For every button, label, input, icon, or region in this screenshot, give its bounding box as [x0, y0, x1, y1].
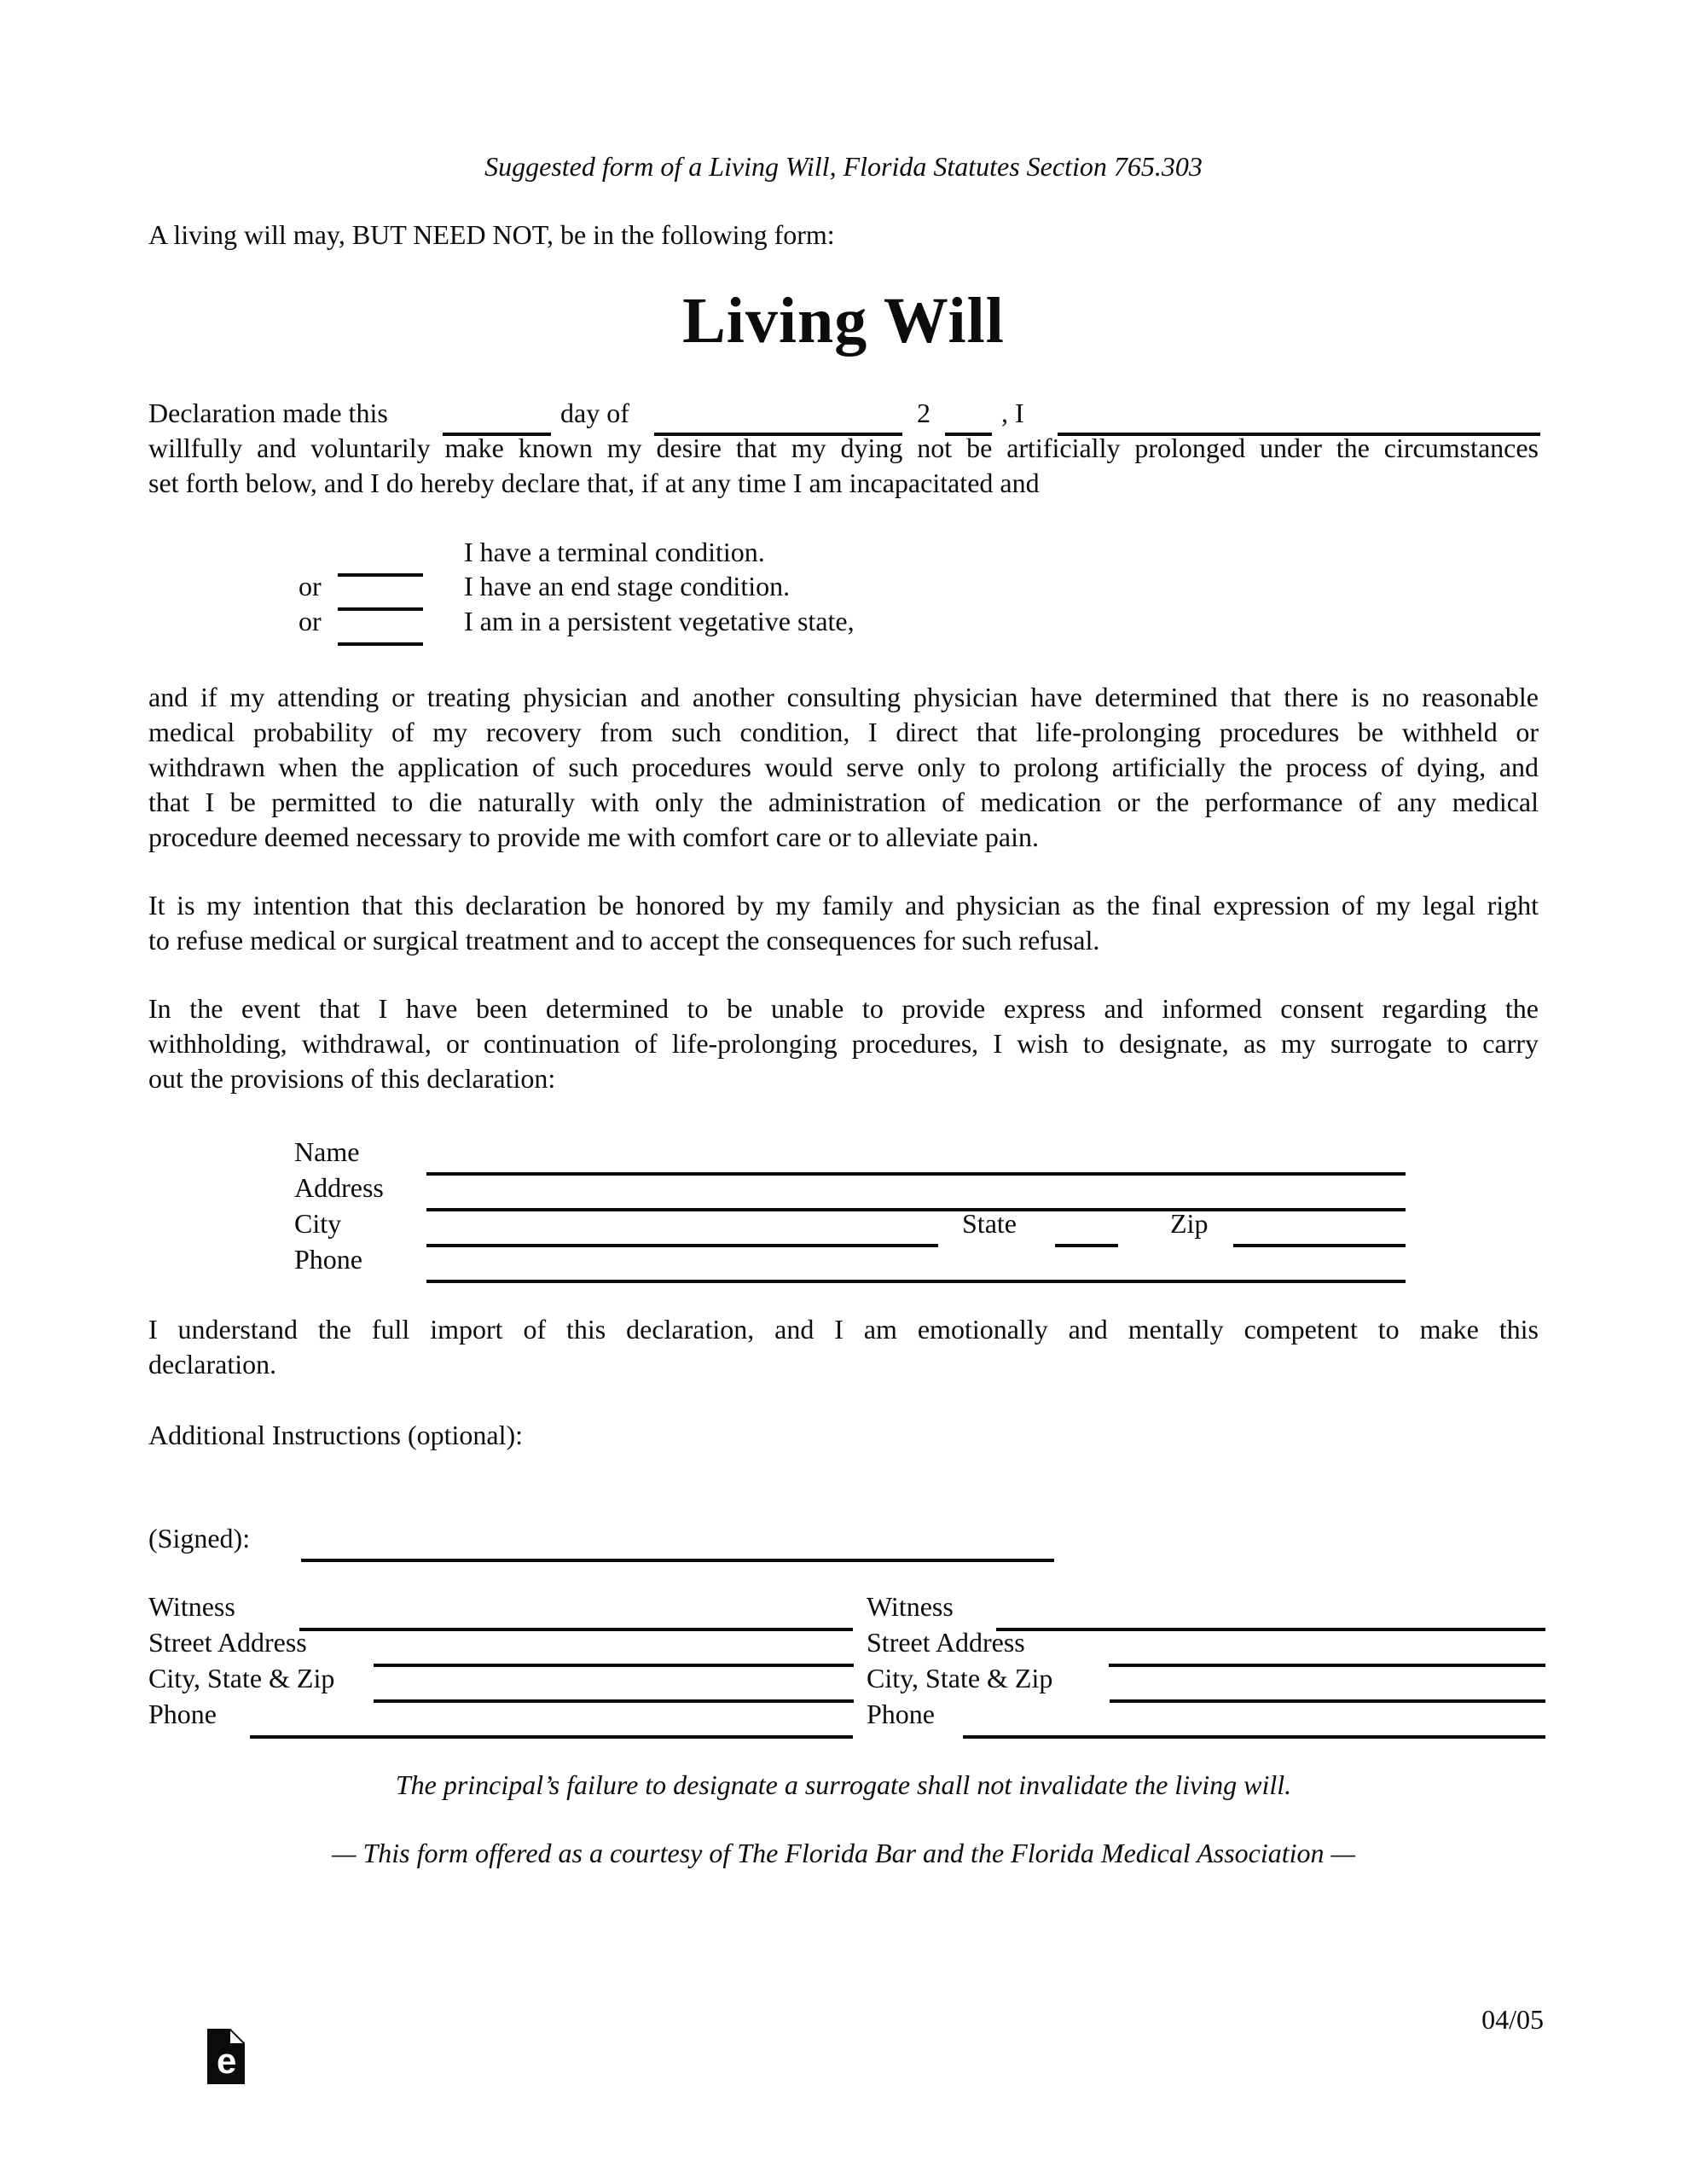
surrogate-paragraph-line: out the provisions of this declaration:	[148, 1063, 556, 1094]
witness1-label: Witness	[148, 1591, 235, 1622]
or-label: or	[299, 571, 322, 601]
surrogate-name-line[interactable]	[426, 1172, 1406, 1176]
vegetative-state-initial-line[interactable]	[338, 642, 423, 646]
competence-paragraph-line: I understand the full import of this declaration, and I am emotionally and mentally competent to make this	[148, 1314, 1539, 1345]
additional-instructions-label: Additional Instructions (optional):	[148, 1420, 524, 1450]
physician-paragraph-line: that I be permitted to die naturally with only the administration of medication or the performance of any medical	[148, 787, 1539, 817]
eforms-logo	[207, 2029, 245, 2084]
witness1-phone-label: Phone	[148, 1699, 217, 1729]
surrogate-city-label: City	[294, 1208, 342, 1239]
terminal-condition-initial-line[interactable]	[338, 573, 423, 577]
surrogate-paragraph-line: In the event that I have been determined to be unable to provide express and informed consent regarding the	[148, 993, 1539, 1024]
surrogate-phone-label: Phone	[294, 1244, 362, 1275]
signature-line[interactable]	[301, 1559, 1054, 1562]
witness2-street-line[interactable]	[1109, 1664, 1545, 1667]
surrogate-city-line[interactable]	[426, 1244, 938, 1247]
physician-paragraph-line: medical probability of my recovery from such condition, I direct that life-prolonging procedures be withheld or	[148, 717, 1539, 747]
intention-paragraph-line: It is my intention that this declaration be honored by my family and physician as the final expression of my legal right	[148, 890, 1539, 921]
surrogate-address-line[interactable]	[426, 1208, 1406, 1211]
witness2-phone-label: Phone	[867, 1699, 935, 1729]
surrogate-failure-note: The principal’s failure to designate a surrogate shall not invalidate the living will.	[395, 1769, 1292, 1800]
declaration-body-line: set forth below, and I do hereby declare that, if at any time I am incapacitated and	[148, 468, 1040, 498]
comma-i-text: , I	[1001, 398, 1024, 428]
surrogate-zip-line[interactable]	[1233, 1244, 1406, 1247]
witness2-label: Witness	[867, 1591, 954, 1622]
page-title: Living Will	[682, 285, 1005, 357]
surrogate-address-label: Address	[294, 1172, 384, 1203]
surrogate-zip-label: Zip	[1170, 1208, 1209, 1239]
physician-paragraph-line: and if my attending or treating physician and another consulting physician have determined that there is no reasonable	[148, 682, 1539, 712]
witness2-phone-line[interactable]	[963, 1735, 1545, 1739]
witness1-city-state-zip-label: City, State & Zip	[148, 1663, 335, 1693]
witness1-phone-line[interactable]	[250, 1735, 853, 1739]
witness2-name-line[interactable]	[996, 1628, 1545, 1631]
witness1-street-line[interactable]	[374, 1664, 854, 1667]
year-prefix-text: 2	[917, 398, 930, 428]
witness2-street-label: Street Address	[867, 1627, 1025, 1658]
terminal-condition-text: I have a terminal condition.	[464, 537, 765, 567]
signed-label: (Signed):	[148, 1523, 251, 1554]
declaration-lead-text: Declaration made this	[148, 398, 388, 428]
witness1-city-state-zip-line[interactable]	[374, 1699, 854, 1703]
competence-paragraph-line: declaration.	[148, 1349, 277, 1380]
day-of-text: day of	[560, 398, 629, 428]
physician-paragraph-line: withdrawn when the application of such procedures would serve only to prolong artificially the process of dying, and	[148, 752, 1539, 782]
surrogate-paragraph-line: withholding, withdrawal, or continuation of life-prolonging procedures, I wish to designate, as my surrogate to carry	[148, 1028, 1539, 1059]
surrogate-phone-line[interactable]	[426, 1280, 1406, 1283]
intention-paragraph-line: to refuse medical or surgical treatment and to accept the consequences for such refusal.	[148, 925, 1100, 956]
intro-line: A living will may, BUT NEED NOT, be in the following form:	[148, 219, 835, 250]
surrogate-state-label: State	[962, 1208, 1017, 1239]
witness2-city-state-zip-line[interactable]	[1110, 1699, 1545, 1703]
surrogate-name-label: Name	[294, 1136, 360, 1167]
or-label: or	[299, 606, 322, 636]
vegetative-state-text: I am in a persistent vegetative state,	[464, 606, 855, 636]
witness1-street-label: Street Address	[148, 1627, 307, 1658]
statute-reference-note: Suggested form of a Living Will, Florida Statutes Section 765.303	[484, 151, 1203, 182]
end-stage-condition-text: I have an end stage condition.	[464, 571, 791, 601]
declaration-body-line: willfully and voluntarily make known my desire that my dying not be artificially prolonged under the circumstances	[148, 433, 1539, 463]
logo-letter: e	[217, 2041, 237, 2081]
witness1-name-line[interactable]	[299, 1628, 853, 1631]
end-stage-condition-initial-line[interactable]	[338, 607, 423, 611]
surrogate-state-line[interactable]	[1055, 1244, 1118, 1247]
courtesy-note: — This form offered as a courtesy of The Florida Bar and the Florida Medical Association —	[332, 1838, 1355, 1868]
physician-paragraph-line: procedure deemed necessary to provide me with comfort care or to alleviate pain.	[148, 822, 1039, 852]
revision-date: 04/05	[1481, 2004, 1544, 2035]
witness2-city-state-zip-label: City, State & Zip	[867, 1663, 1053, 1693]
